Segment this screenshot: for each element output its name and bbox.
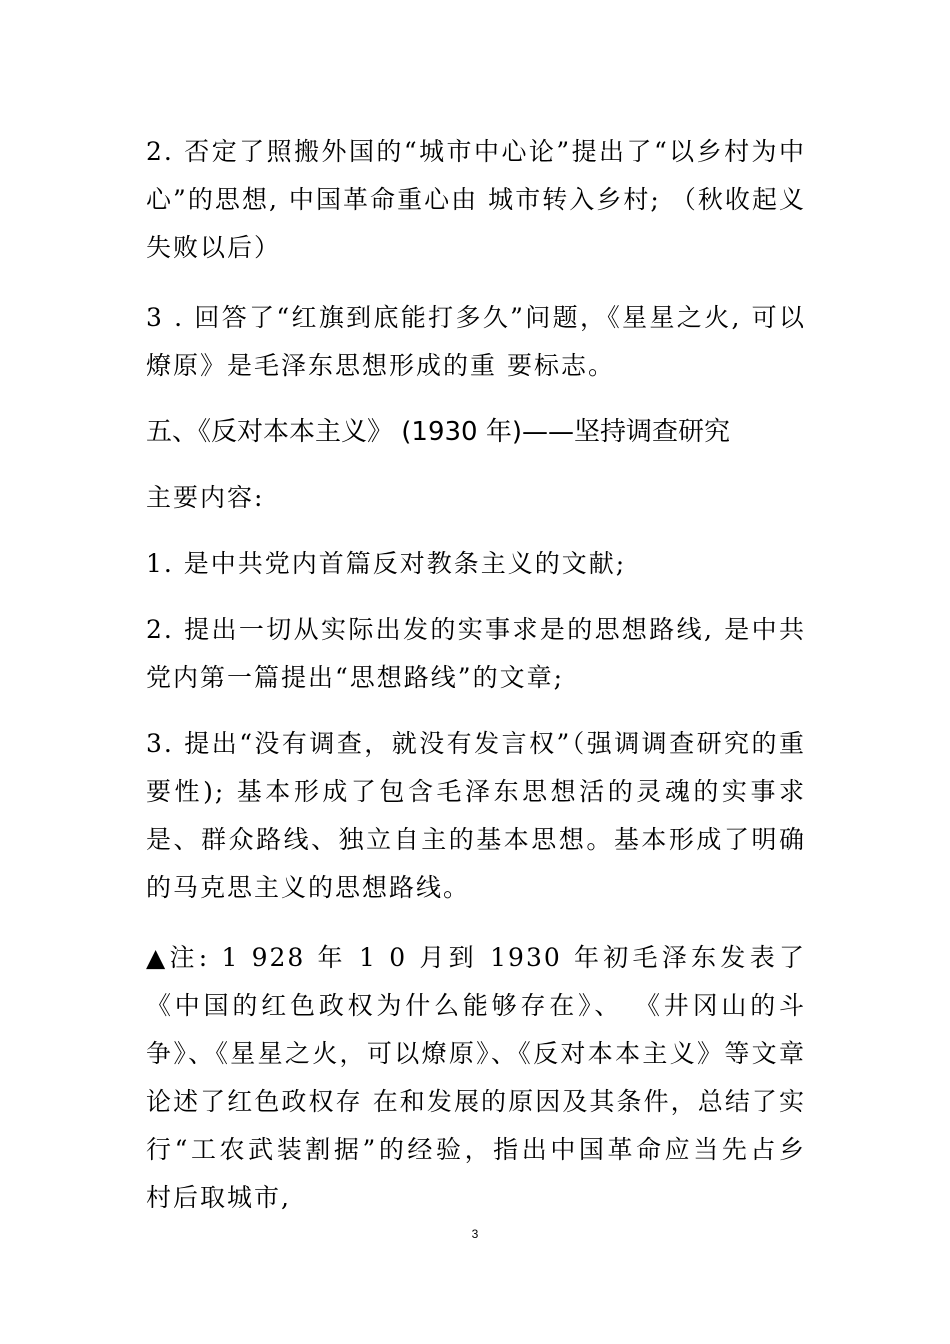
paragraph-point-3-red-flag: 3 . 回答了“红旗到底能打多久”问题，《星星之火, 可以燎原》是毛泽东思想形成的重 要标志。 — [146, 303, 806, 380]
paragraph-note-1928-1930: ▲注: 1 928 年 1 0 月到 1930 年初毛泽东发表了《中国的红色政权为什么能够存在》、 《井冈山的斗争》、《星星之火，可以燎原》、《反对本本主义》等文章论述了红色政权存 在和发展的原因及其条件，总结了实行“工农武装割据”的经验，指出中国革命应当先占乡 村后取城市, — [146, 943, 806, 1212]
page-number: 3 — [471, 1227, 479, 1241]
paragraph-main-content-label: 主要内容: — [146, 483, 265, 512]
paragraph-item-1-dogmatism: 1. 是中共党内首篇反对教条主义的文献; — [146, 549, 627, 578]
paragraph-item-2-thought-line: 2. 提出一切从实际出发的实事求是的思想路线, 是中共党内第一篇提出“思想路线”的文章; — [146, 615, 806, 692]
paragraph-item-3-investigation: 3. 提出“没有调查，就没有发言权”（强调调查研究的重要性); 基本形成了包含毛泽东思想活的灵魂的实事求是、群众路线、独立自主的基本思想。基本形成了明确的马克思主义的思想路线。 — [146, 729, 806, 902]
section-heading-oppose-book-worship: 五、《反对本本主义》 (1930 年)——坚持调查研究 — [146, 417, 730, 447]
paragraph-point-2-rural-center: 2. 否定了照搬外国的“城市中心论”提出了“以乡村为中心”的思想, 中国革命重心由 城市转入乡村; （秋收起义失败以后） — [146, 137, 806, 262]
